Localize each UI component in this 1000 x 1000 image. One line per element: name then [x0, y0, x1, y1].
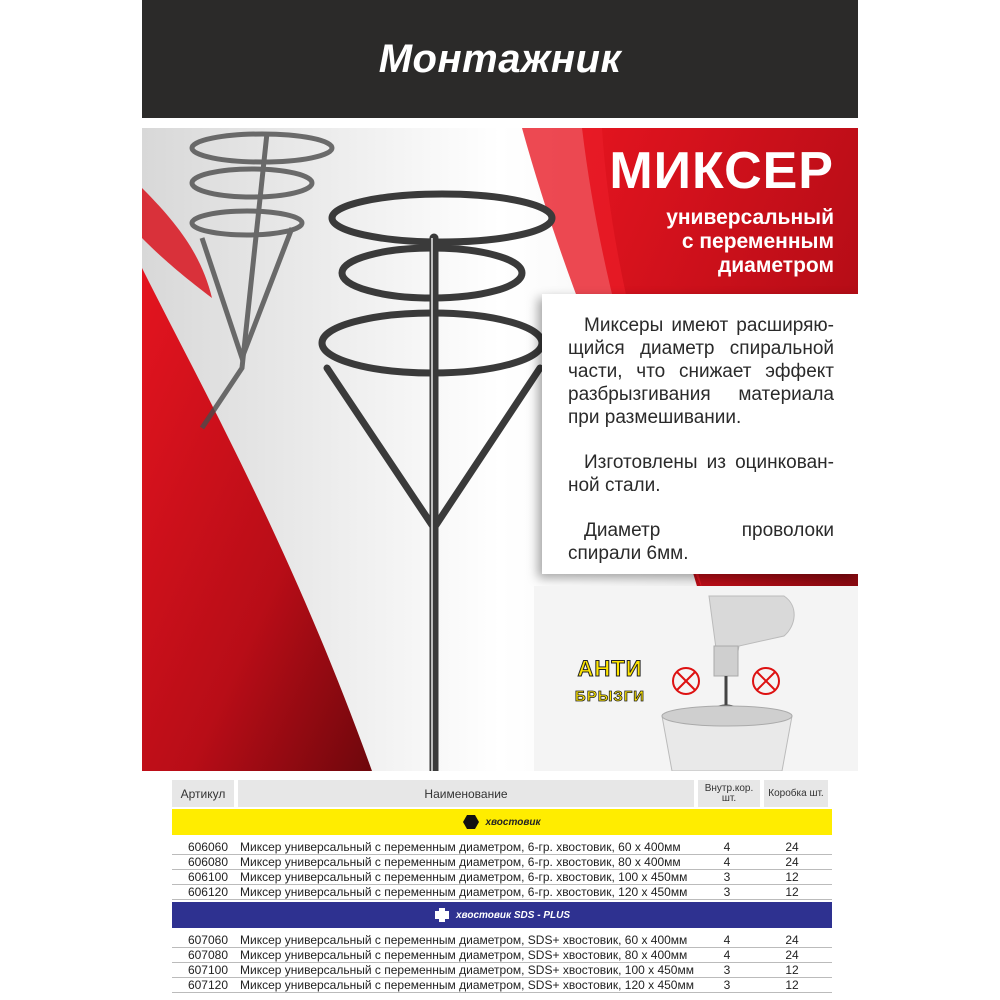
cell-article: 606100	[187, 869, 228, 884]
cell-name: Миксер универсальный с переменным диаметром, 6-гр. хвостовик, 120 х 450мм	[240, 884, 688, 899]
cell-box: 12	[785, 962, 799, 977]
cell-article: 606060	[187, 839, 228, 854]
description-paragraph: Диаметр проволоки спирали 6мм.	[568, 520, 834, 564]
cell-article: 606120	[187, 884, 228, 899]
cell-inner: 3	[723, 977, 731, 992]
cell-inner: 3	[723, 869, 731, 884]
header-bar	[142, 0, 858, 118]
section-sds-plus	[172, 902, 832, 928]
cell-inner: 4	[723, 947, 731, 962]
table-row	[172, 978, 832, 993]
cell-article: 606080	[187, 854, 228, 869]
cell-name: Миксер универсальный с переменным диаметром, SDS+ хвостовик, 80 х 400мм	[240, 947, 688, 962]
cell-name: Миксер универсальный с переменным диаметром, SDS+ хвостовик, 60 х 400мм	[240, 932, 688, 947]
product-table	[172, 780, 832, 993]
product-title: МИКСЕР	[609, 142, 834, 200]
table-row	[172, 840, 832, 855]
description-box	[542, 294, 858, 574]
cell-name: Миксер универсальный с переменным диаметром, 6-гр. хвостовик, 80 х 400мм	[240, 854, 681, 869]
cell-box: 12	[785, 977, 799, 992]
cell-name: Миксер универсальный с переменным диаметром, SDS+ хвостовик, 120 х 450мм	[240, 977, 694, 992]
col-name: Наименование	[238, 780, 694, 807]
cell-name: Миксер универсальный с переменным диаметром, 6-гр. хвостовик, 100 х 450мм	[240, 869, 688, 884]
table-row	[172, 885, 832, 900]
cell-name: Миксер универсальный с переменным диаметром, SDS+ хвостовик, 100 х 450мм	[240, 962, 694, 977]
description-paragraph: Изготовлены из оцинкован-ной стали.	[568, 452, 834, 496]
subtitle-line: с переменным	[681, 230, 834, 253]
cell-inner: 4	[723, 932, 731, 947]
cell-box: 24	[785, 947, 799, 962]
cell-inner: 4	[723, 854, 731, 869]
cell-inner: 3	[723, 884, 731, 899]
cell-box: 12	[785, 884, 799, 899]
col-inner-box: Внутр.кор. шт.	[698, 780, 760, 807]
table-row	[172, 855, 832, 870]
table-row	[172, 948, 832, 963]
badge-line-2: БРЫЗГИ	[574, 688, 646, 705]
cell-box: 12	[785, 869, 799, 884]
subtitle-line: диаметром	[717, 254, 834, 277]
subtitle-line: универсальный	[666, 206, 834, 229]
cell-name: Миксер универсальный с переменным диаметром, 6-гр. хвостовик, 60 х 400мм	[240, 839, 681, 854]
anti-splash-box	[534, 586, 858, 771]
badge-line-1: АНТИ	[577, 656, 643, 681]
cell-box: 24	[785, 839, 799, 854]
section-rows	[172, 928, 832, 993]
hero-banner	[142, 128, 858, 771]
cell-box: 24	[785, 854, 799, 869]
hexagon-icon	[463, 815, 479, 829]
section-rows	[172, 835, 832, 900]
cell-article: 607120	[187, 977, 228, 992]
product-title-block	[598, 142, 858, 278]
brand-logo: Монтажник	[378, 36, 622, 81]
cell-inner: 3	[723, 962, 731, 977]
col-article: Артикул	[172, 780, 234, 807]
cell-inner: 4	[723, 839, 731, 854]
col-box: Коробка шт.	[764, 780, 828, 807]
table-header	[172, 780, 832, 807]
table-row	[172, 870, 832, 885]
table-row	[172, 963, 832, 978]
section-label: хвостовик SDS - PLUS	[455, 909, 570, 921]
table-row	[172, 933, 832, 948]
section-hex-shank	[172, 809, 832, 835]
sds-plus-icon	[434, 907, 450, 923]
section-label: хвостовик	[485, 816, 541, 828]
cell-article: 607100	[187, 962, 228, 977]
cell-article: 607060	[187, 932, 228, 947]
cell-article: 607080	[187, 947, 228, 962]
description-paragraph: Миксеры имеют расширяю-щийся диаметр спиральной части, что снижает эффект разбрызгивания материала при размешивании.	[568, 315, 834, 428]
cell-box: 24	[785, 932, 799, 947]
product-subtitle	[598, 206, 834, 278]
anti-splash-badge	[570, 656, 650, 705]
